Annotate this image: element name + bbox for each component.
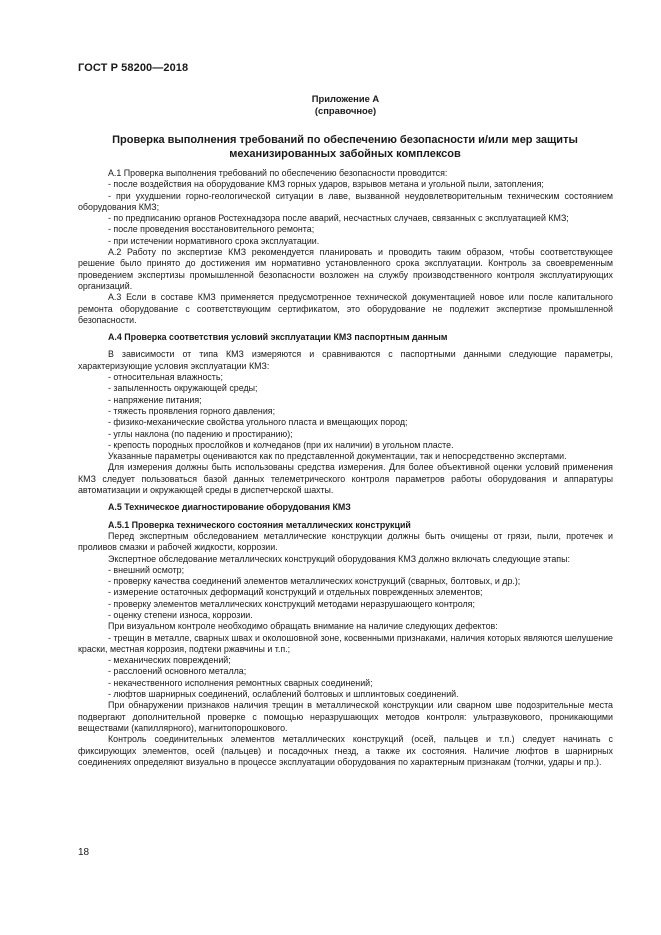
paragraph: Для измерения должны быть использованы средства измерения. Для более объективной оценки условий применения КМЗ следует пользоваться базой данных телеметрического контроля параметров работы оборудования и аппаратуры автоматизации и окружающей среды в диспетчерской шахты. bbox=[78, 462, 613, 496]
paragraph: Указанные параметры оцениваются как по представленной документации, так и непосредственно экспертами. bbox=[108, 451, 567, 462]
list-item: - расслоений основного металла; bbox=[108, 666, 247, 677]
paragraph: При визуальном контроле необходимо обращать внимание на наличие следующих дефектов: bbox=[108, 621, 498, 632]
appendix-title-line: Проверка выполнения требований по обеспечению безопасности и/или мер защиты bbox=[112, 134, 578, 146]
appendix-title-line: механизированных забойных комплексов bbox=[229, 148, 461, 160]
list-item: - после воздействия на оборудование КМЗ горных ударов, взрывов метана и угольной пыли, затопления; bbox=[108, 179, 544, 190]
document-body bbox=[78, 168, 613, 768]
appendix-label: Приложение А bbox=[311, 93, 380, 104]
paragraph: А.2 Работу по экспертизе КМЗ рекомендуется планировать и проводить таким образом, чтобы соответствующее решение было принято до достижения им нормативно установленного срока эксплуатации. Контроль за своевременным проведением экспертизы промышленной безопасности возложен на службу производственного контроля эксплуатирующих организаций. bbox=[78, 247, 613, 291]
section-heading: А.4 Проверка соответствия условий эксплуатации КМЗ паспортным данным bbox=[108, 332, 448, 343]
list-item: - проверку элементов металлических конструкций методами неразрушающего контроля; bbox=[108, 598, 475, 609]
list-item: - трещин в металле, сварных швах и околошовной зоне, косвенными признаками, наличия которых являются шелушение краски, местная коррозия, подтеки ржавчины и т.п.; bbox=[78, 632, 613, 654]
list-item: - оценку степени износа, коррозии. bbox=[108, 609, 253, 620]
list-item: - механических повреждений; bbox=[108, 655, 231, 666]
list-item: - внешний осмотр; bbox=[108, 564, 185, 575]
paragraph: При обнаружении признаков наличия трещин в металлической конструкции или сварном шве подозрительные места подвергают дополнительной проверке с помощью неразрушающих методов контроля: ультразвукового, проникающими веществами (капиллярного), магнитопорошкового. bbox=[78, 700, 613, 733]
paragraph: Контроль соединительных элементов металлических конструкций (осей, пальцев и т.п.) следует начинать с фиксирующих элементов, осей (пальцев) и посадочных гнезд, а также их состояния. Наличие люфтов в шарнирных соединениях определяют визуально в процессе эксплуатации оборудования по характерным признакам (толчки, удары и пр.). bbox=[78, 734, 613, 767]
list-item: - запыленность окружающей среды; bbox=[108, 383, 258, 394]
paragraph: А.1 Проверка выполнения требований по обеспечению безопасности проводится: bbox=[108, 168, 448, 178]
section-heading: А.5 Техническое диагностирование оборудования КМЗ bbox=[108, 502, 351, 513]
list-item: - при ухудшении горно-геологической ситуации в лаве, вызванной неудовлетворительным техническим состоянием оборудования КМЗ; bbox=[78, 190, 613, 212]
list-item: - тяжесть проявления горного давления; bbox=[108, 405, 276, 416]
paragraph: Перед экспертным обследованием металлические конструкции должны быть очищены от грязи, пыли, протечек и проливов смазки и рабочей жидкости, коррозии. bbox=[78, 530, 613, 553]
list-item: - проверку качества соединений элементов металлических конструкций (сварных, болтовых, и др.); bbox=[108, 576, 521, 587]
list-item: - люфтов шарнирных соединений, ослаблений болтовых и шплинтовых соединений. bbox=[108, 689, 459, 700]
page-number: 18 bbox=[78, 847, 90, 858]
list-item: - углы наклона (по падению и простиранию); bbox=[108, 428, 293, 439]
paragraph: Экспертное обследование металлических конструкций оборудования КМЗ должно включать следующие этапы: bbox=[108, 553, 570, 564]
standard-designation: ГОСТ Р 58200—2018 bbox=[78, 62, 189, 74]
list-item: - физико-механические свойства угольного пласта и вмещающих пород; bbox=[108, 417, 408, 428]
list-item: - относительная влажность; bbox=[108, 372, 223, 383]
appendix-note: (справочное) bbox=[314, 105, 377, 116]
list-item: - по предписанию органов Ростехнадзора после аварий, несчастных случаев, связанных с эксплуатацией КМЗ; bbox=[108, 213, 569, 224]
paragraph: А.3 Если в составе КМЗ применяется предусмотренное технической документацией новое или после капитального ремонта оборудование с соответствующим сертификатом, это оборудование не подлежит экспертизе промышленной безопасности. bbox=[78, 292, 613, 325]
appendix-title bbox=[95, 133, 595, 161]
list-item: - крепость породных прослойков и колчеданов (при их наличии) в угольном пласте. bbox=[108, 439, 454, 450]
list-item: - напряжение питания; bbox=[108, 394, 202, 405]
list-item: - некачественного исполнения ремонтных сварных соединений; bbox=[108, 677, 373, 688]
list-item: - при истечении нормативного срока эксплуатации. bbox=[108, 235, 320, 246]
subsection-heading: А.5.1 Проверка технического состояния металлических конструкций bbox=[108, 519, 411, 530]
list-item: - после проведения восстановительного ремонта; bbox=[108, 224, 315, 235]
paragraph: В зависимости от типа КМЗ измеряются и сравниваются с паспортными данными следующие параметры, характеризующие условия эксплуатации КМЗ: bbox=[78, 349, 613, 371]
list-item: - измерение остаточных деформаций конструкций и отдельных поврежденных элементов; bbox=[108, 587, 483, 598]
